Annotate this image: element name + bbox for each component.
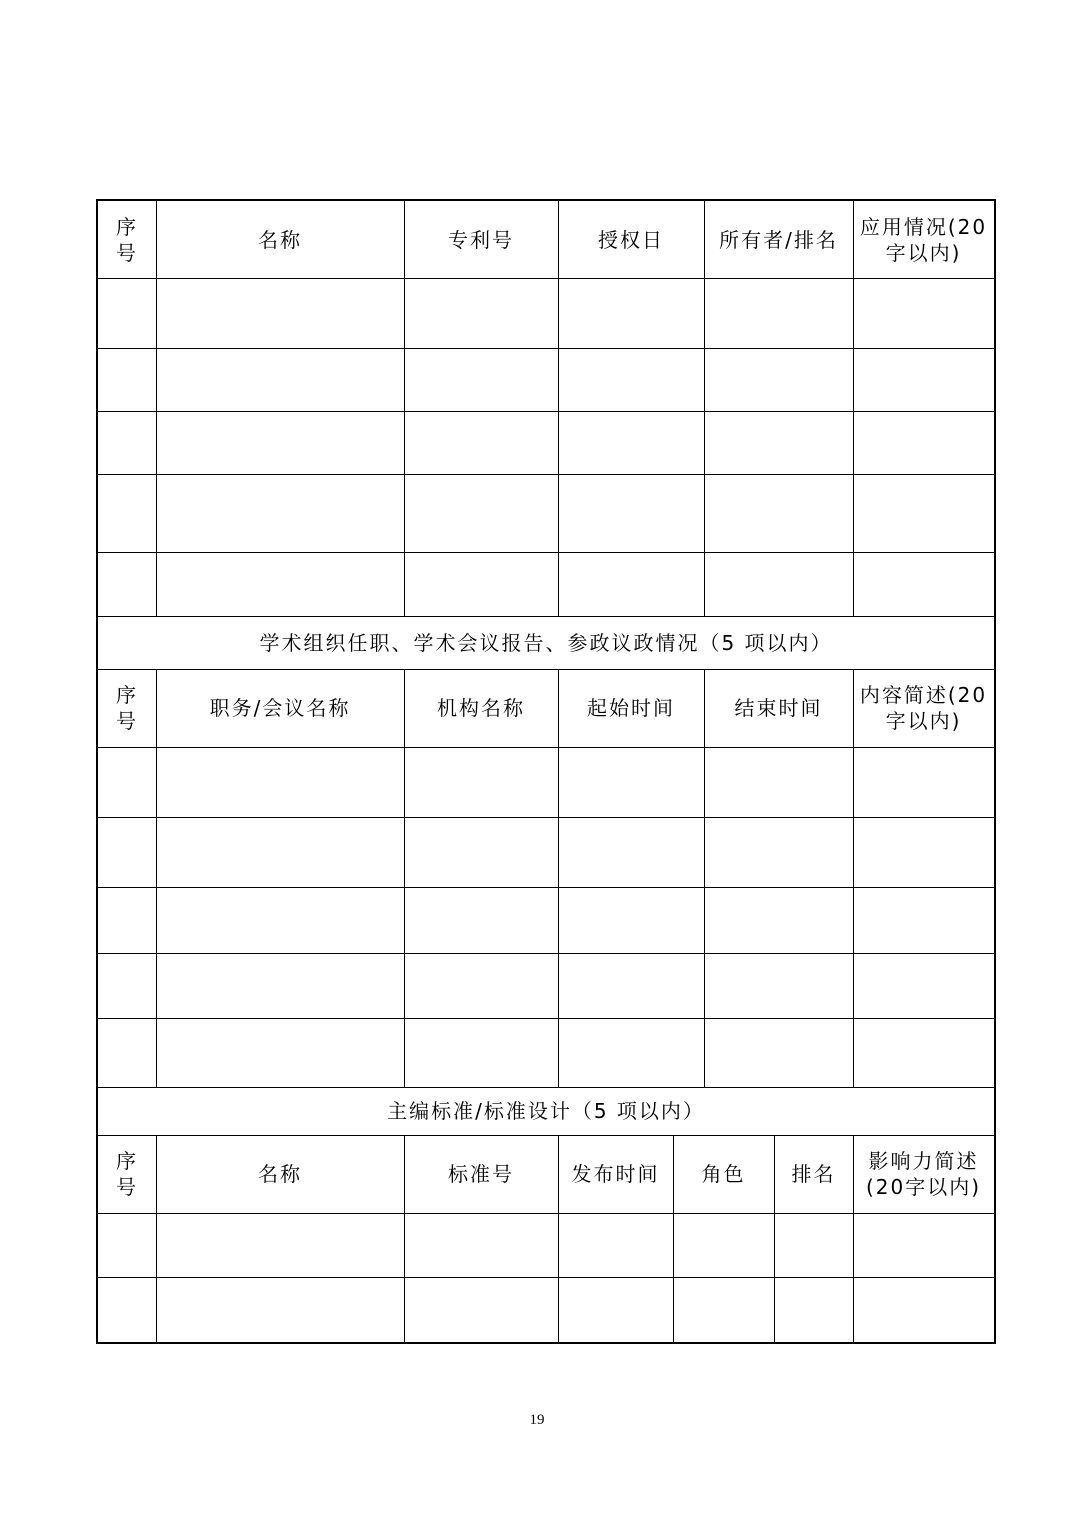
header-seq: 序 号 — [116, 683, 138, 733]
header-std-no: 标准号 — [448, 1162, 514, 1186]
row-divider — [98, 411, 994, 412]
header-org: 机构名称 — [437, 696, 525, 720]
row-divider — [98, 1277, 994, 1278]
header-rank: 排名 — [791, 1162, 836, 1186]
header-start: 起始时间 — [587, 696, 675, 720]
row-divider — [98, 348, 994, 349]
row-divider — [98, 1018, 994, 1019]
form-table — [96, 199, 996, 1344]
row-divider — [98, 953, 994, 954]
header-name: 名称 — [258, 227, 302, 252]
row-divider — [98, 887, 994, 888]
header-owner-rank: 所有者/排名 — [719, 227, 838, 252]
row-divider — [98, 552, 994, 553]
row-divider — [98, 817, 994, 818]
header-summary: 内容简述(20 字以内) — [859, 683, 988, 733]
header-patent-no: 专利号 — [448, 227, 514, 252]
academic-section-title: 学术组织任职、学术会议报告、参政议政情况（5 项以内） — [259, 630, 833, 655]
header-seq: 序 号 — [116, 214, 138, 265]
header-pub-time: 发布时间 — [571, 1162, 660, 1186]
header-grant-date: 授权日 — [598, 227, 664, 252]
header-role: 角色 — [701, 1162, 746, 1186]
header-seq: 序 号 — [116, 1149, 138, 1199]
header-name: 名称 — [258, 1162, 302, 1186]
row-divider — [98, 747, 994, 748]
header-impact: 影响力简述 (20字以内) — [865, 1149, 982, 1199]
header-end: 结束时间 — [734, 696, 823, 720]
header-position: 职务/会议名称 — [209, 696, 351, 720]
row-divider — [98, 278, 994, 279]
row-divider — [98, 474, 994, 475]
standard-section-title: 主编标准/标准设计（5 项以内） — [387, 1099, 705, 1123]
row-divider — [98, 1213, 994, 1214]
header-application: 应用情况(20 字以内) — [859, 214, 988, 265]
page-number: 19 — [529, 1412, 545, 1428]
